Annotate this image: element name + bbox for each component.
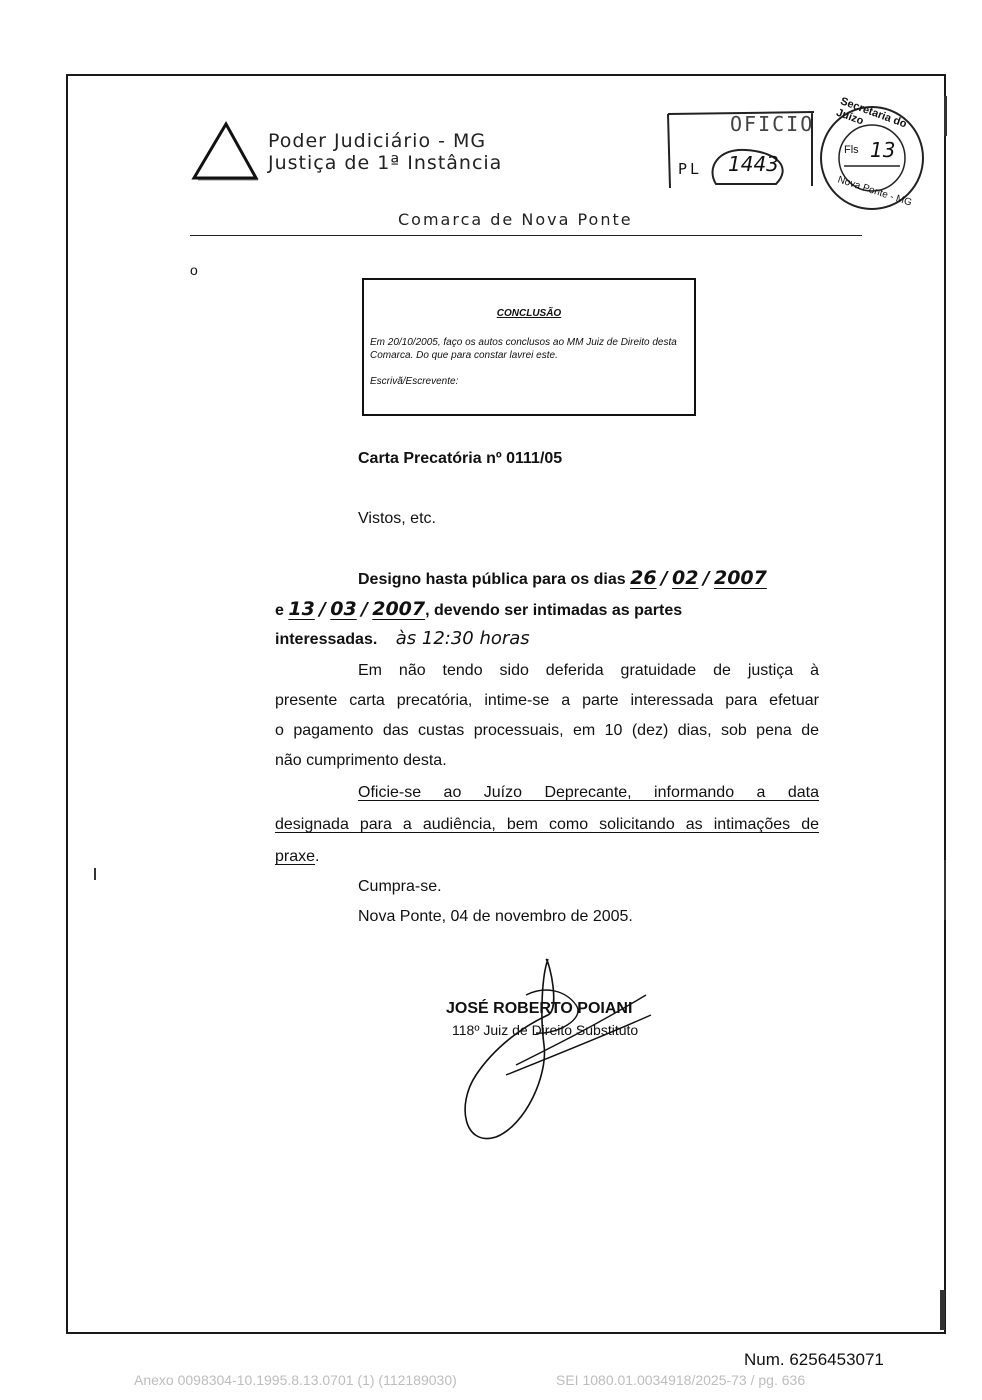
interessadas-text: interessadas.: [275, 631, 378, 648]
para2-line4: não cumprimento desta.: [275, 752, 447, 769]
signer-name: JOSÉ ROBERTO POIANI: [446, 1000, 633, 1017]
header-line1: Poder Judiciário - MG: [268, 130, 487, 152]
pl-number-handwritten: 1443: [728, 152, 779, 176]
cumpra-text: Cumpra-se.: [358, 878, 442, 895]
seal-bottom-text: Nova Ponte - MG: [836, 174, 914, 209]
judiciary-triangle-logo: [190, 120, 262, 184]
footer-sei: SEI 1080.01.0034918/2025-73 / pg. 636: [556, 1372, 806, 1388]
signer-role: 118º Juiz de Direito Substituto: [452, 1022, 639, 1038]
oficio-stamp-text: OFICIO: [730, 112, 815, 136]
seal-fl-label: Fls: [844, 144, 859, 156]
conclusao-box: [362, 278, 696, 416]
scan-speck: [94, 868, 96, 880]
designo-prefix: Designo hasta pública para os dias: [358, 571, 626, 588]
seal-top-text: Secretaria do Juízo: [834, 95, 909, 131]
designo-line: Designo hasta pública para os dias 26 / 02 / 2007: [358, 567, 767, 589]
comarca-title: Comarca de Nova Ponte: [398, 210, 633, 229]
office-stamp: [666, 108, 816, 192]
header-divider: [190, 235, 862, 236]
date2-year: 2007: [372, 598, 426, 620]
date2-line: e 13 / 03 / 2007, devendo ser intimadas as partes: [275, 598, 683, 620]
para2-line1: Em não tendo sido deferida gratuidade de justiça à: [358, 662, 819, 679]
date1-month: 02: [672, 567, 699, 589]
scan-speck: [944, 96, 947, 136]
para3-line2: designada para a audiência, bem como solicitando as intimações de: [275, 816, 819, 833]
conclusao-text: Em 20/10/2005, faço os autos conclusos ao MM Juiz de Direito desta Comarca. Do que para constar lavrei este.: [370, 337, 677, 361]
date1-year: 2007: [713, 567, 767, 589]
date1-day: 26: [630, 567, 657, 589]
handwritten-signature: [456, 955, 656, 1145]
place-date-text: Nova Ponte, 04 de novembro de 2005.: [358, 908, 633, 925]
e-word: e: [275, 602, 284, 619]
seal-fl-number: 13: [870, 138, 896, 162]
pl-label: PL: [678, 160, 703, 178]
footer-anexo: Anexo 0098304-10.1995.8.13.0701 (1) (112189030): [134, 1372, 457, 1388]
date2-month: 03: [330, 598, 357, 620]
secretaria-round-seal: [818, 95, 926, 212]
designo-suffix: , devendo ser intimadas as partes: [425, 602, 683, 619]
interessadas-line: [275, 624, 530, 655]
para3-line1: Oficie-se ao Juízo Deprecante, informando a data: [358, 784, 819, 801]
document-title: Carta Precatória nº 0111/05: [358, 450, 563, 467]
conclusao-signature-label: Escrivã/Escrevente:: [370, 376, 459, 387]
conclusao-title: CONCLUSÃO: [496, 308, 562, 319]
scan-speck: [944, 860, 946, 920]
para2-line2: presente carta precatória, intime-se a parte interessada para efetuar: [275, 692, 819, 709]
para3-line3: praxe.: [275, 848, 320, 865]
header-line2: Justiça de 1ª Instância: [268, 152, 503, 174]
document-number: Num. 6256453071: [744, 1350, 884, 1369]
scan-speck: [940, 1290, 945, 1330]
opening-text: Vistos, etc.: [358, 510, 436, 527]
margin-mark: o: [190, 262, 198, 278]
date2-day: 13: [288, 598, 315, 620]
time-handwritten: às 12:30 horas: [395, 628, 530, 649]
para2-line3: o pagamento das custas processuais, em 10 (dez) dias, sob pena de: [275, 722, 819, 739]
